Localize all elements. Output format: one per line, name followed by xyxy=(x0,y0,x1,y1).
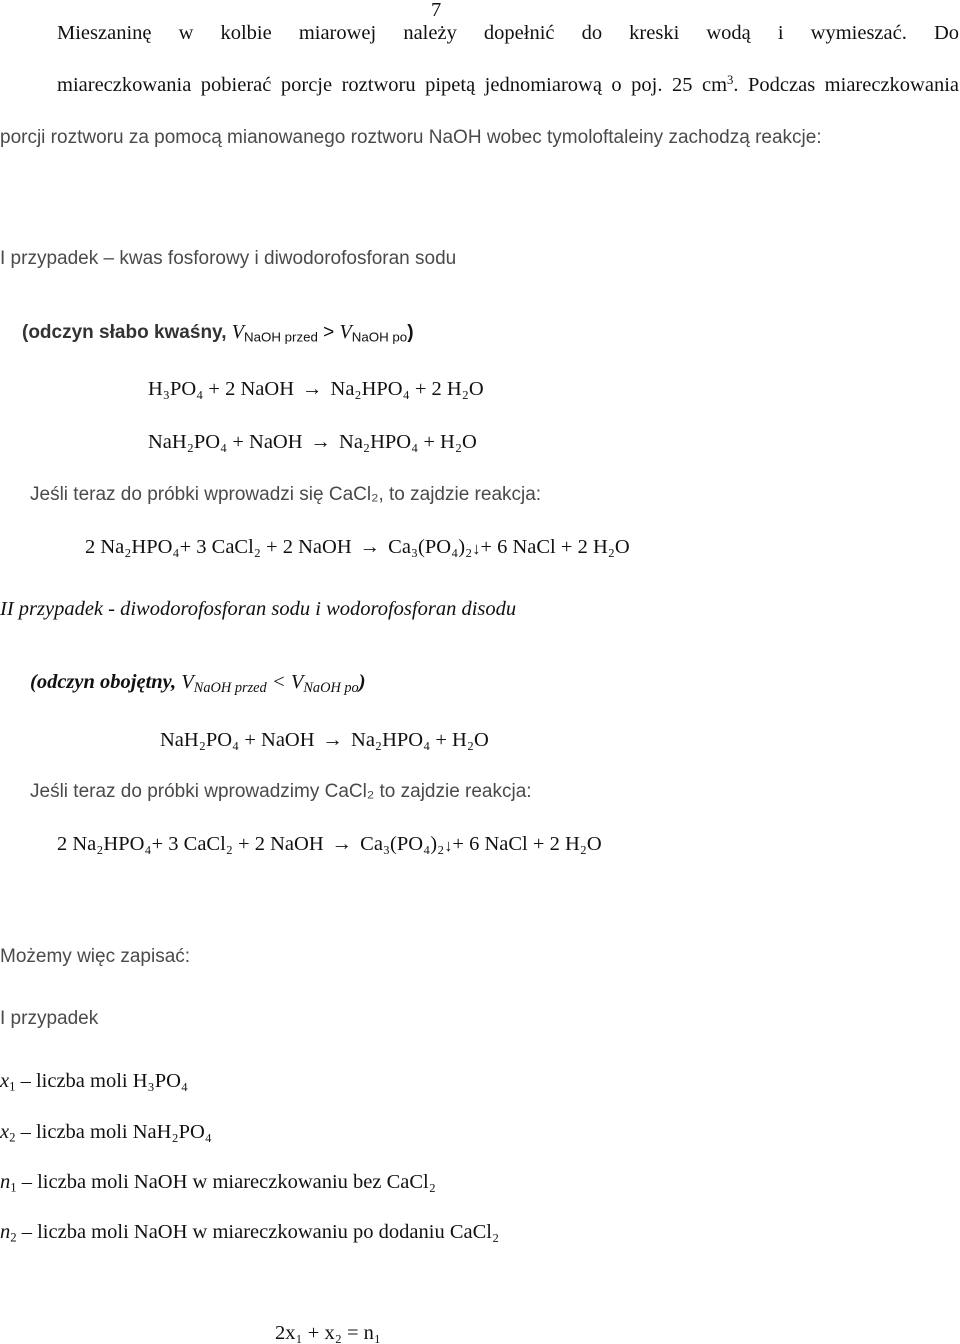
arrow-right-icon: → xyxy=(359,536,381,558)
definition-n2: $n_2$ – liczba moli NaOH w miareczkowaniu po dodaniu CaCl₂ xyxy=(0,1221,500,1245)
case2-equation-2: 2 Na₂HPO₄+ 3 CaCl₂ + 2 NaOH → Ca₃(PO₄)₂↓+ 6 NaCl + 2 H₂O xyxy=(57,833,602,855)
definition-n1: $n_1$ – liczba moli NaOH w miareczkowaniu bez CaCl₂ xyxy=(0,1171,436,1195)
mole-balance-formula: 2x₁ + x₂ = n₁ xyxy=(275,1322,382,1344)
summary-case-label: I przypadek xyxy=(0,1008,99,1029)
definition-x2: $x_2$ – liczba moli NaH₂PO₄ xyxy=(0,1121,212,1145)
arrow-right-icon: → xyxy=(331,833,353,855)
case2-cacl-text: Jeśli teraz do próbki wprowadzimy CaCl₂ to zajdzie reakcja: xyxy=(30,781,532,802)
definition-x1: $x_1$ – liczba moli H₃PO₄ xyxy=(0,1070,189,1094)
case2-equation-1: NaH₂PO₄ + NaOH → Na₂HPO₄ + H₂O xyxy=(160,729,489,751)
case1-equation-1: H₃PO₄ + 2 NaOH → Na₂HPO₄ + 2 H₂O xyxy=(148,378,484,400)
arrow-right-icon: → xyxy=(302,378,323,400)
intro-line-2: miareczkowania pobierać porcje roztworu pipetą jednomiarową o poj. 25 $cm^3$. Podczas miareczkowania xyxy=(57,73,959,96)
page-number: 7 xyxy=(431,0,442,21)
case1-equation-3: 2 Na₂HPO₄+ 3 CaCl₂ + 2 NaOH → Ca₃(PO₄)₂↓+ 6 NaCl + 2 H₂O xyxy=(85,536,630,558)
intro-line-1: Mieszaninę w kolbie miarowej należy dopełnić do kreski wodą i wymieszać. Do xyxy=(57,22,959,44)
case1-condition: (odczyn słabo kwaśny, $V_{NaOH przed} > V_{NaOH po}$) xyxy=(22,321,414,345)
case2-condition: (odczyn obojętny, $V_{NaOH przed} < V_{NaOH po}$) xyxy=(30,671,366,697)
intro-line-3: porcji roztworu za pomocą mianowanego roztworu NaOH wobec tymoloftaleiny zachodzą reakcje: xyxy=(0,127,822,148)
summary-intro: Możemy więc zapisać: xyxy=(0,946,191,967)
case2-heading: II przypadek - diwodorofosforan sodu i wodorofosforan disodu xyxy=(0,598,517,620)
arrow-right-icon: → xyxy=(310,431,332,453)
arrow-right-icon: → xyxy=(322,729,344,751)
case1-heading: I przypadek – kwas fosforowy i diwodorofosforan sodu xyxy=(0,248,457,269)
case1-equation-2: NaH₂PO₄ + NaOH → Na₂HPO₄ + H₂O xyxy=(148,431,477,453)
case1-cacl-text: Jeśli teraz do próbki wprowadzi się CaCl₂, to zajdzie reakcja: xyxy=(30,484,542,505)
arrow-down-icon: ↓ xyxy=(472,538,481,558)
arrow-down-icon: ↓ xyxy=(444,835,453,855)
